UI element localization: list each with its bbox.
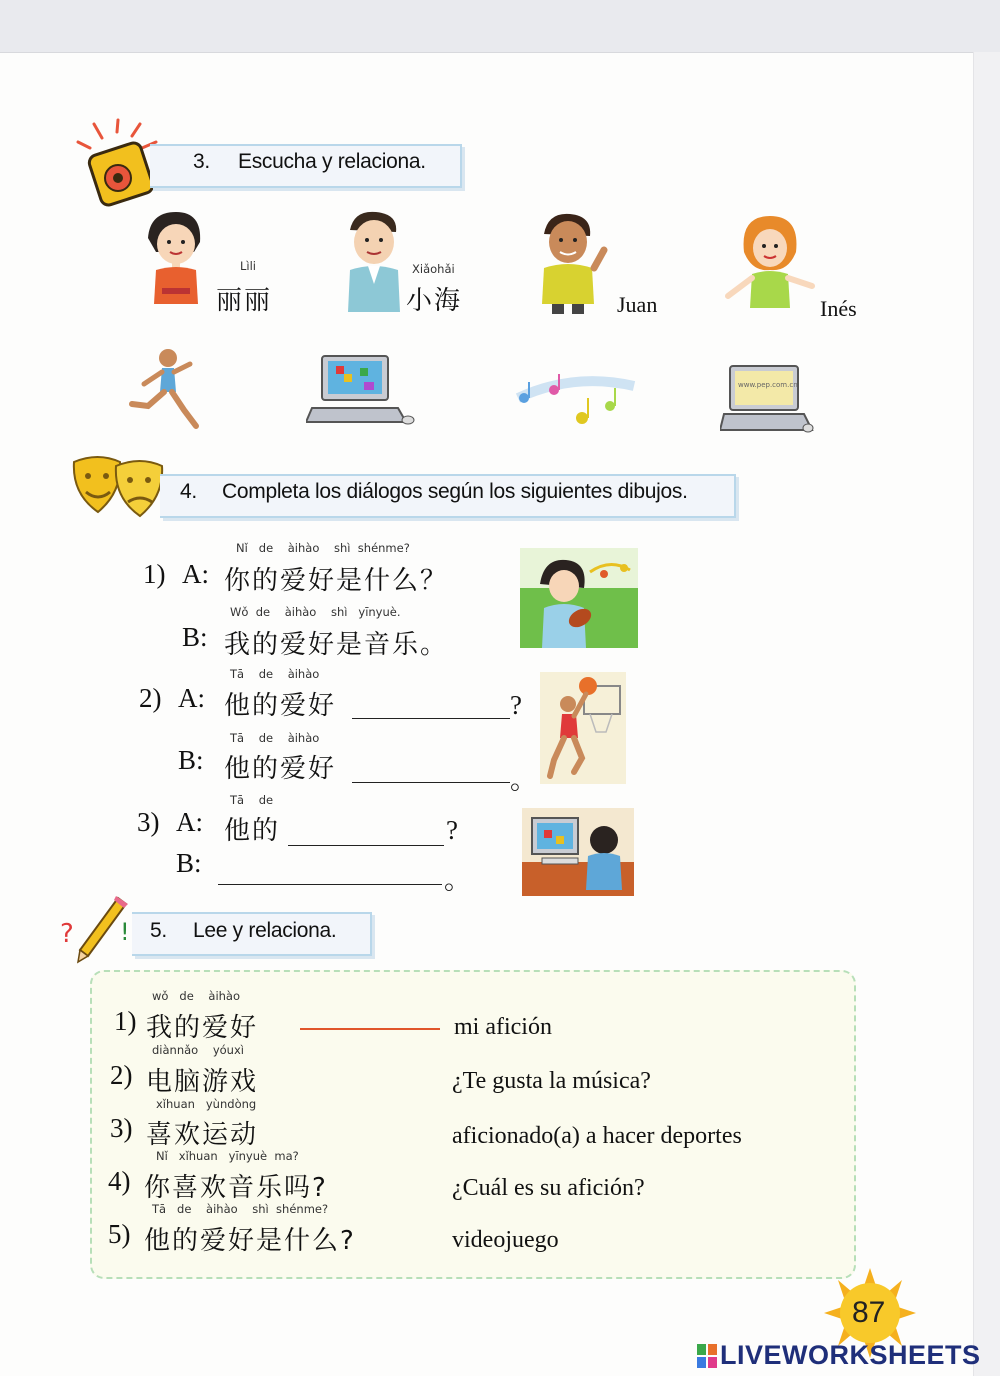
dialog2-a-pinyin: Tā de àihào <box>230 667 320 681</box>
liveworksheets-watermark: LIVEWORKSHEETS <box>720 1340 981 1370</box>
item3-number: 3) <box>110 1113 133 1143</box>
dialog1-a-hanzi: 你的爱好是什么？ <box>224 566 449 596</box>
page-top-edge <box>0 0 1000 53</box>
dialog2-a-end: ? <box>510 690 522 720</box>
computer-boy-picture <box>522 808 634 896</box>
dialog1-a-label: A: <box>182 559 209 589</box>
violin-girl-picture <box>520 548 638 648</box>
laptop-internet-icon <box>720 364 816 436</box>
dialog1-b-hanzi: 我的爱好是音乐。 <box>224 630 449 660</box>
item5-hanzi: 他的爱好是什么? <box>144 1226 356 1256</box>
item2-number: 2) <box>110 1060 133 1090</box>
item2-pinyin: diànnǎo yóuxì <box>152 1043 244 1057</box>
running-icon <box>126 346 206 430</box>
svg-text:!: ! <box>120 918 130 946</box>
juan-label: Juan <box>617 292 658 317</box>
item4-hanzi: 你喜欢音乐吗? <box>144 1173 328 1203</box>
lili-pinyin: Lìli <box>240 259 256 273</box>
pencil-icon <box>58 892 142 964</box>
item3-pinyin: xǐhuan yùndòng <box>156 1097 257 1111</box>
dialog3-a-end: ? <box>446 815 458 845</box>
xiaohai-figure <box>336 208 412 314</box>
dialog2-a-label: A: <box>178 683 205 713</box>
laptop-screen-text: www.pep.com.cn <box>738 381 798 389</box>
dialog3-a-label: A: <box>176 807 203 837</box>
basketball-boy-picture <box>540 672 626 784</box>
dialog2-number: 2) <box>139 683 162 713</box>
xiaohai-hanzi: 小海 <box>406 286 463 316</box>
section4-number: 4. <box>180 480 197 503</box>
dialog1-b-label: B: <box>182 622 208 652</box>
option-2[interactable]: ¿Te gusta la música? <box>452 1068 651 1094</box>
item5-pinyin: Tā de àihào shì shénme? <box>152 1202 329 1216</box>
item4-number: 4) <box>108 1166 131 1196</box>
section3-number: 3. <box>193 150 210 173</box>
item4-pinyin: Nǐ xǐhuan yīnyuè ma? <box>156 1149 299 1163</box>
item3-hanzi: 喜欢运动 <box>146 1120 259 1150</box>
theater-masks-icon <box>68 452 168 520</box>
item1-pinyin: wǒ de àihào <box>152 989 241 1003</box>
computer-game-icon <box>306 352 416 428</box>
ines-figure <box>722 212 818 312</box>
page-right-edge <box>973 52 1000 1376</box>
section5-number: 5. <box>150 919 167 942</box>
dialog2-b-hanzi: 他的爱好 <box>224 754 337 784</box>
option-3[interactable]: aficionado(a) a hacer deportes <box>452 1123 742 1149</box>
item1-number: 1) <box>114 1006 137 1036</box>
dialog2-b-label: B: <box>178 745 204 775</box>
dialog2-a-hanzi: 他的爱好 <box>224 691 337 721</box>
ines-label: Inés <box>820 296 857 321</box>
xiaohai-pinyin: Xiǎohǎi <box>412 262 455 276</box>
dialog1-b-pinyin: Wǒ de àihào shì yīnyuè. <box>230 605 401 619</box>
option-5[interactable]: videojuego <box>452 1227 559 1253</box>
section4-title: Completa los diálogos según los siguientes dibujos. <box>222 480 688 503</box>
dialog1-a-pinyin: Nǐ de àihào shì shénme? <box>236 541 410 555</box>
lili-figure <box>136 208 216 308</box>
item1-hanzi: 我的爱好 <box>146 1013 259 1043</box>
dialog2-b-pinyin: Tā de àihào <box>230 731 320 745</box>
dialog3-a-pinyin: Tā de <box>230 793 274 807</box>
example-match-line <box>300 1028 440 1030</box>
dialog3-a-answer-blank[interactable] <box>288 845 444 846</box>
section3-title: Escucha y relaciona. <box>238 150 426 173</box>
dialog1-number: 1) <box>143 559 166 589</box>
lili-hanzi: 丽丽 <box>216 286 273 316</box>
dialog3-a-hanzi: 他的 <box>224 816 281 846</box>
dialog3-b-label: B: <box>176 848 202 878</box>
liveworksheets-logo-icon <box>697 1344 717 1368</box>
dialog2-a-answer-blank[interactable] <box>352 718 510 719</box>
option-1[interactable]: mi afición <box>454 1014 552 1040</box>
dialog3-b-answer-blank[interactable] <box>218 884 442 885</box>
item5-number: 5) <box>108 1219 131 1249</box>
item2-hanzi: 电脑游戏 <box>146 1067 259 1097</box>
dialog2-b-answer-blank[interactable] <box>352 782 510 783</box>
section5-title: Lee y relaciona. <box>193 919 337 942</box>
svg-text:?: ? <box>60 919 74 949</box>
dialog2-b-end: 。 <box>510 765 537 795</box>
juan-figure <box>528 210 614 314</box>
page-number: 87 <box>852 1296 886 1329</box>
dialog3-number: 3) <box>137 807 160 837</box>
music-notes-icon <box>514 368 638 434</box>
option-4[interactable]: ¿Cuál es su afición? <box>452 1175 645 1201</box>
dialog3-b-end: 。 <box>444 865 471 895</box>
